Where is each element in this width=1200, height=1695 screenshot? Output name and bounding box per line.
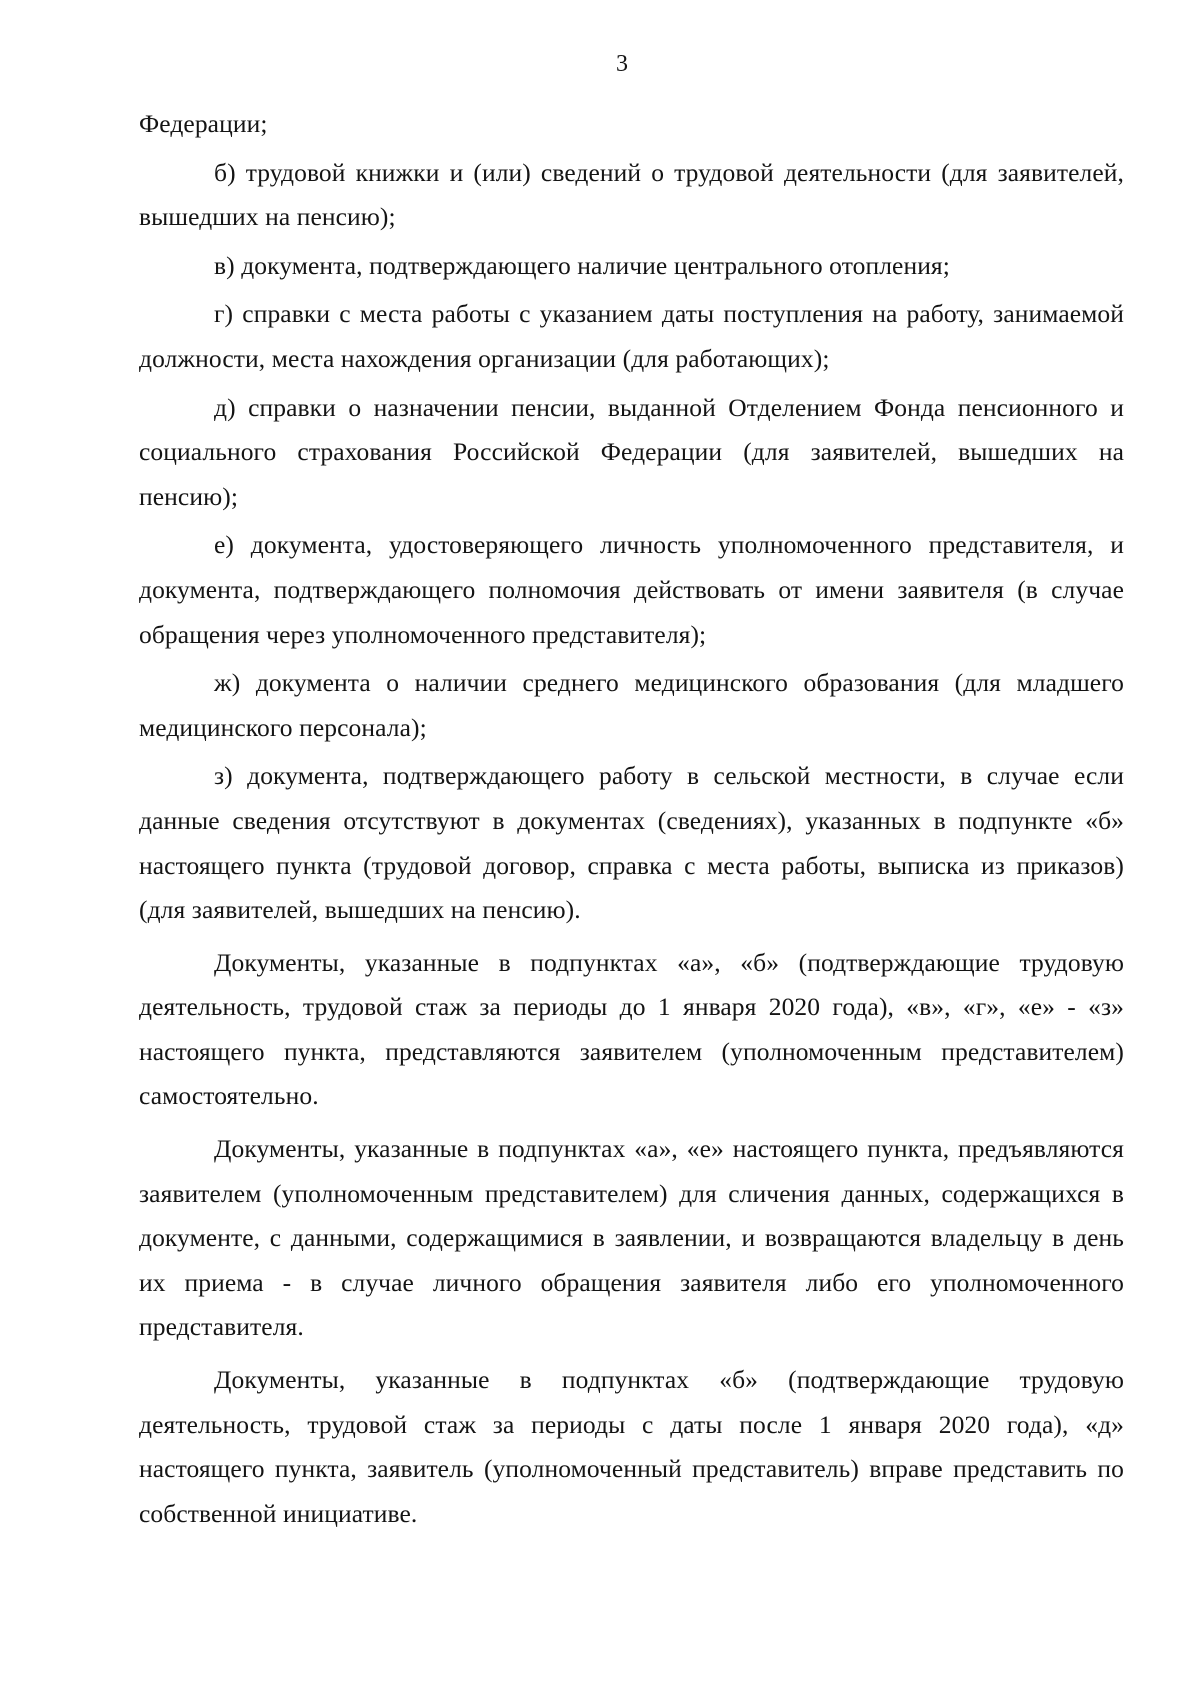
paragraph-item-g: г) справки с места работы с указанием даты поступления на работу, занимаемой должности, места нахождения организации (для работающих); [139, 299, 1124, 373]
paragraph-item-zh: ж) документа о наличии среднего медицинского образования (для младшего медицинского персонала); [139, 668, 1124, 742]
paragraph-continuation: Федерации; [139, 109, 268, 138]
page-number: 3 [616, 51, 628, 77]
document-body [139, 102, 1124, 1540]
paragraph-documents-own-initiative: Документы, указанные в подпунктах «б» (подтверждающие трудовую деятельность, трудовой стаж за периоды с даты после 1 января 2020 года), «д» настоящего пункта, заявитель (уполномоченный представитель) вправе представить по собственной инициативе. [139, 1365, 1124, 1528]
paragraph-item-z: з) документа, подтверждающего работу в сельской местности, в случае если данные сведения отсутствуют в документах (сведениях), указанных в подпункте «б» настоящего пункта (трудовой договор, справка с места работы, выписка из приказов) (для заявителей, вышедших на пенсию). [139, 761, 1124, 925]
paragraph-documents-self-submitted: Документы, указанные в подпунктах «а», «б» (подтверждающие трудовую деятельность, трудовой стаж за периоды до 1 января 2020 года), «в», «г», «е» - «з» настоящего пункта, представляются заявителем (уполномоченным представителем) самостоятельно. [139, 947, 1124, 1111]
paragraph-item-d: д) справки о назначении пенсии, выданной Отделением Фонда пенсионного и социального страхования Российской Федерации (для заявителей, вышедших на пенсию); [139, 392, 1124, 511]
paragraph-item-v: в) документа, подтверждающего наличие центрального отопления; [214, 250, 950, 280]
paragraph-item-b: б) трудовой книжки и (или) сведений о трудовой деятельности (для заявителей, вышедших на пенсию); [139, 157, 1124, 232]
paragraph-documents-presented: Документы, указанные в подпунктах «а», «е» настоящего пункта, предъявляются заявителем (уполномоченным представителем) для сличения данных, содержащихся в документе, с данными, содержащимися в заявлении, и возвращаются владельцу в день их приема - в случае личного обращения заявителя либо его уполномоченного представителя. [139, 1134, 1124, 1342]
paragraph-item-e: е) документа, удостоверяющего личность уполномоченного представителя, и документа, подтверждающего полномочия действовать от имени заявителя (в случае обращения через уполномоченного представителя); [139, 530, 1124, 649]
